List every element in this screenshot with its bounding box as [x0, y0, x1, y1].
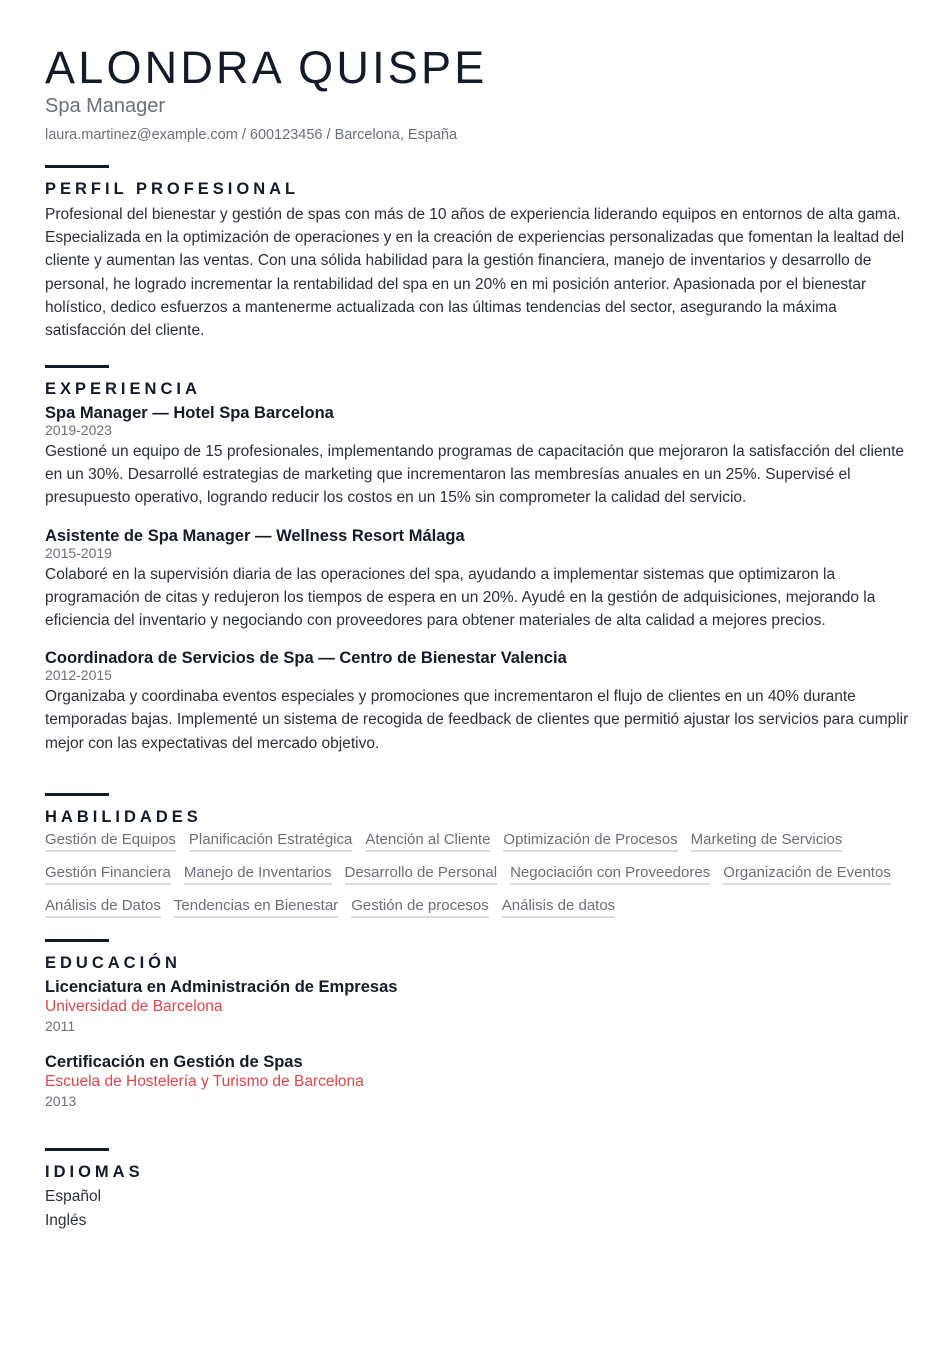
experience-section [45, 365, 915, 755]
job-title: Spa Manager — Hotel Spa Barcelona [45, 404, 334, 422]
skill-tag: Gestión de procesos [351, 896, 489, 918]
section-divider [45, 939, 109, 942]
profile-summary: Profesional del bienestar y gestión de spas con más de 10 años de experiencia liderando equipos en entornos de alta gama. Especializada en la optimización de operaciones y en la creación de experiencias personalizadas que fomentan la lealtad del cliente y aumentan las ventas. Con una sólida habilidad para la gestión financiera, manejo de inventarios y desarrollo de personal, he logrado incrementar la rentabilidad del spa en un 20% en mi posición anterior. Apasionada por el bienestar holístico, dedico esfuerzos a mantenerme actualizada con las últimas tendencias del sector, asegurando la máxima satisfacción del cliente. [45, 206, 905, 340]
section-divider [45, 1148, 109, 1151]
skills-section [45, 793, 915, 929]
education-entry [45, 1053, 915, 1111]
skill-tag: Optimización de Procesos [503, 830, 677, 852]
candidate-name: ALONDRA QUISPE [45, 42, 488, 93]
education-degree: Certificación en Gestión de Spas [45, 1053, 303, 1071]
candidate-title: Spa Manager [45, 95, 166, 117]
skill-tag: Planificación Estratégica [189, 830, 352, 852]
section-divider [45, 793, 109, 796]
profile-section [45, 165, 915, 342]
education-degree: Licenciatura en Administración de Empresas [45, 978, 398, 996]
education-section [45, 939, 915, 1111]
job-entry [45, 403, 915, 510]
job-dates: 2012-2015 [45, 667, 112, 684]
section-heading-experience: EXPERIENCIA [45, 380, 201, 398]
education-entry [45, 978, 915, 1036]
language-item: Inglés [45, 1212, 87, 1229]
skill-tag: Gestión de Equipos [45, 830, 176, 852]
skill-tag: Manejo de Inventarios [184, 863, 332, 885]
languages-section [45, 1148, 915, 1233]
section-divider [45, 365, 109, 368]
job-dates: 2019-2023 [45, 422, 112, 438]
language-item: Español [45, 1188, 102, 1205]
skill-tag: Tendencias en Bienestar [174, 896, 338, 918]
job-entry [45, 526, 915, 633]
languages-list [45, 1185, 915, 1233]
skill-tag: Negociación con Proveedores [510, 863, 710, 885]
job-description: Gestioné un equipo de 15 profesionales, implementando programas de capacitación que mejoraron la satisfacción del cliente en un 30%. Desarrollé estrategias de marketing que incrementaron las membresías anuales en un 25%. Supervisé el presupuesto operativo, logrando reducir los costos en un 15% sin comprometer la calidad del servicio. [45, 443, 905, 507]
education-school: Escuela de Hostelería y Turismo de Barcelona [45, 1073, 364, 1090]
job-description: Organizaba y coordinaba eventos especiales y promociones que incrementaron el flujo de clientes en un 40% durante temporadas bajas. Implementé un sistema de recogida de feedback de clientes que permitió ajustar los servicios para cumplir mejor con las expectativas del mercado objetivo. [45, 688, 909, 752]
section-heading-education: EDUCACIÓN [45, 954, 181, 972]
job-description: Colaboré en la supervisión diaria de las operaciones del spa, ayudando a implementar sistemas que optimizaron la programación de citas y redujeron los tiempos de espera en un 20%. Ayudé en la gestión de adquisiciones, mejorando la eficiencia del inventario y negociando con proveedores para obtener materiales de alta calidad a mejores precios. [45, 565, 876, 630]
skill-tag: Marketing de Servicios [691, 830, 843, 852]
skill-tag: Análisis de Datos [45, 896, 161, 918]
job-title: Asistente de Spa Manager — Wellness Resort Málaga [45, 526, 465, 545]
section-heading-skills: HABILIDADES [45, 808, 202, 826]
skill-tag: Gestión Financiera [45, 863, 171, 885]
job-entry [45, 648, 915, 755]
contact-line: laura.martinez@example.com / 600123456 / Barcelona, España [45, 127, 458, 143]
job-title: Coordinadora de Servicios de Spa — Centro de Bienestar Valencia [45, 649, 567, 668]
section-heading-profile: PERFIL PROFESIONAL [45, 180, 300, 198]
skill-tag: Atención al Cliente [365, 830, 490, 852]
skill-tag: Desarrollo de Personal [345, 863, 498, 885]
job-dates: 2015-2019 [45, 544, 112, 561]
education-school: Universidad de Barcelona [45, 998, 223, 1015]
skill-tag: Organización de Eventos [723, 863, 891, 885]
section-heading-languages: IDIOMAS [45, 1163, 144, 1181]
education-year: 2013 [45, 1093, 77, 1109]
skills-list [45, 830, 905, 929]
section-divider [45, 165, 109, 168]
skill-tag: Análisis de datos [502, 896, 615, 918]
education-year: 2011 [45, 1018, 76, 1034]
